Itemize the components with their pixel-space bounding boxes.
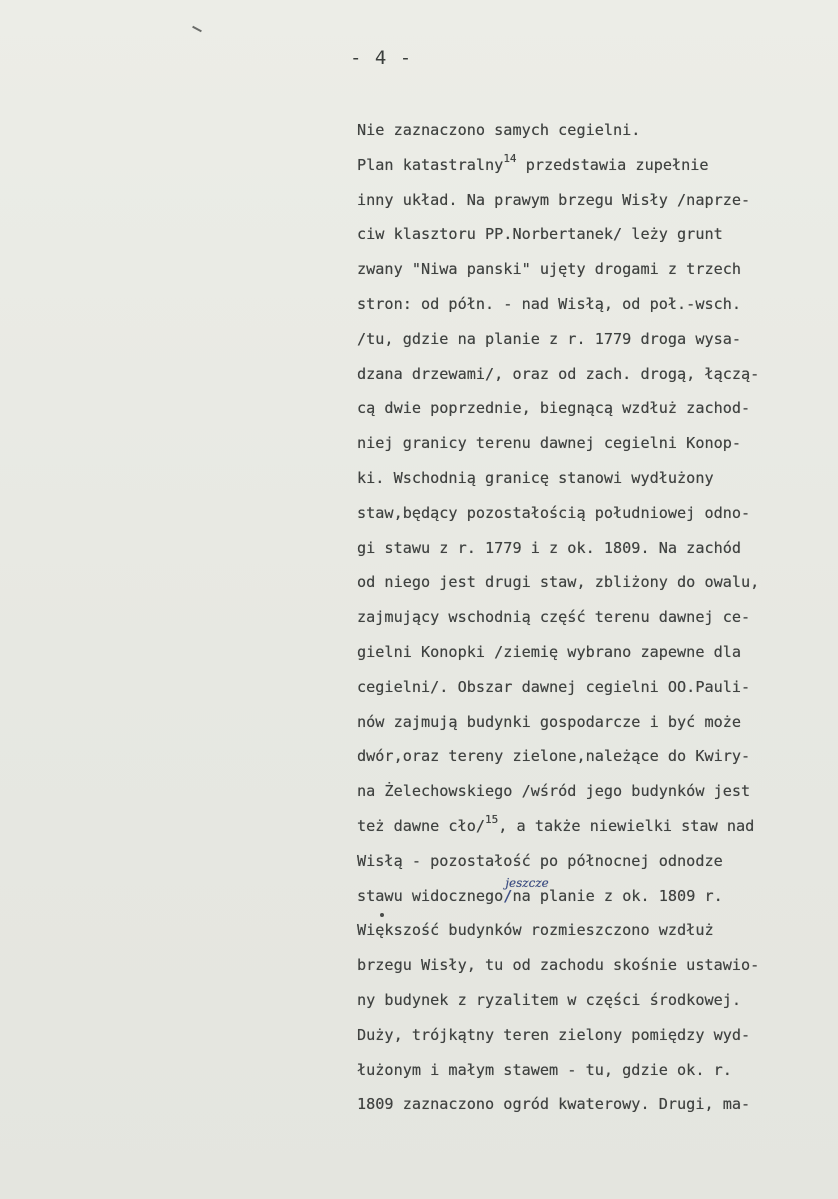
footnote-ref: 15 [485,812,499,826]
text-line: inny układ. Na prawym brzegu Wisły /naprze- [357,190,751,209]
text-line: na Żelechowskiego /wśród jego budynków jest [357,782,751,801]
insertion-point: / jeszcze [503,887,512,905]
ink-dot [380,913,384,917]
text-line: Nie zaznaczono samych cegielni. [357,121,641,139]
text-line: gielni Konopki /ziemię wybrano zapewne dla [357,642,742,661]
text-line: też dawne cło/$^{15}$, a także niewielki staw nad [357,812,755,835]
footnote-ref: 14 [503,151,517,165]
text-line: stron: od półn. - nad Wisłą, od poł.-wsch. [357,294,742,313]
handwritten-insertion: jeszcze [505,875,549,890]
text-line: zwany "Niwa panski" ujęty drogami z trzech [357,260,742,279]
text-line: dzana drzewami/, oraz od zach. drogą, łączą- [357,364,760,383]
text-line: od niego jest drugi staw, zbliżony do owalu, [357,573,760,592]
text-line: stawu widocznego/ jeszcze na planie z ok. 1809 r. [357,886,827,921]
text-line: 1809 zaznaczono ogród kwaterowy. Drugi, ma- [357,1095,751,1114]
text-line: ny budynek z ryzalitem w części środkowej. [357,990,742,1009]
text-line: nów zajmują budynki gospodarcze i być może [357,712,742,731]
text-line: ki. Wschodnią granicę stanowi wydłużony [357,468,714,487]
text-line: Plan katastralny$^{14}$ przedstawia zupełnie [357,151,709,174]
text-line: dwór,oraz tereny zielone,należące do Kwiry- [357,747,751,766]
text-line: niej granicy terenu dawnej cegielni Konop- [357,434,742,453]
text-line: Wisłą - pozostałość po północnej odnodze [357,851,723,870]
text-line: Duży, trójkątny teren zielony pomiędzy wyd- [357,1025,751,1044]
text-line: cą dwie poprzednie, biegnącą wzdłuż zachod- [357,399,751,418]
text-line: zajmujący wschodnią część terenu dawnej ce- [357,608,751,627]
text-line: cegielni/. Obszar dawnej cegielni OO.Pauli- [357,677,751,696]
text-line: łużonym i małym stawem - tu, gdzie ok. r. [357,1060,732,1079]
body-text [357,120,827,1129]
text-line: brzegu Wisły, tu od zachodu skośnie ustawio- [357,956,760,975]
text-line: ciw klasztoru PP.Norbertanek/ leży grunt [357,225,723,244]
pencil-mark [192,26,202,32]
text-line: staw,będący pozostałością południowej odno- [357,503,751,522]
text-line: /tu, gdzie na planie z r. 1779 droga wysa- [357,329,742,348]
page-number: - 4 - [350,47,413,69]
text-line: Większość budynków rozmieszczono wzdłuż [357,921,714,940]
text-line: gi stawu z r. 1779 i z ok. 1809. Na zachód [357,538,742,557]
